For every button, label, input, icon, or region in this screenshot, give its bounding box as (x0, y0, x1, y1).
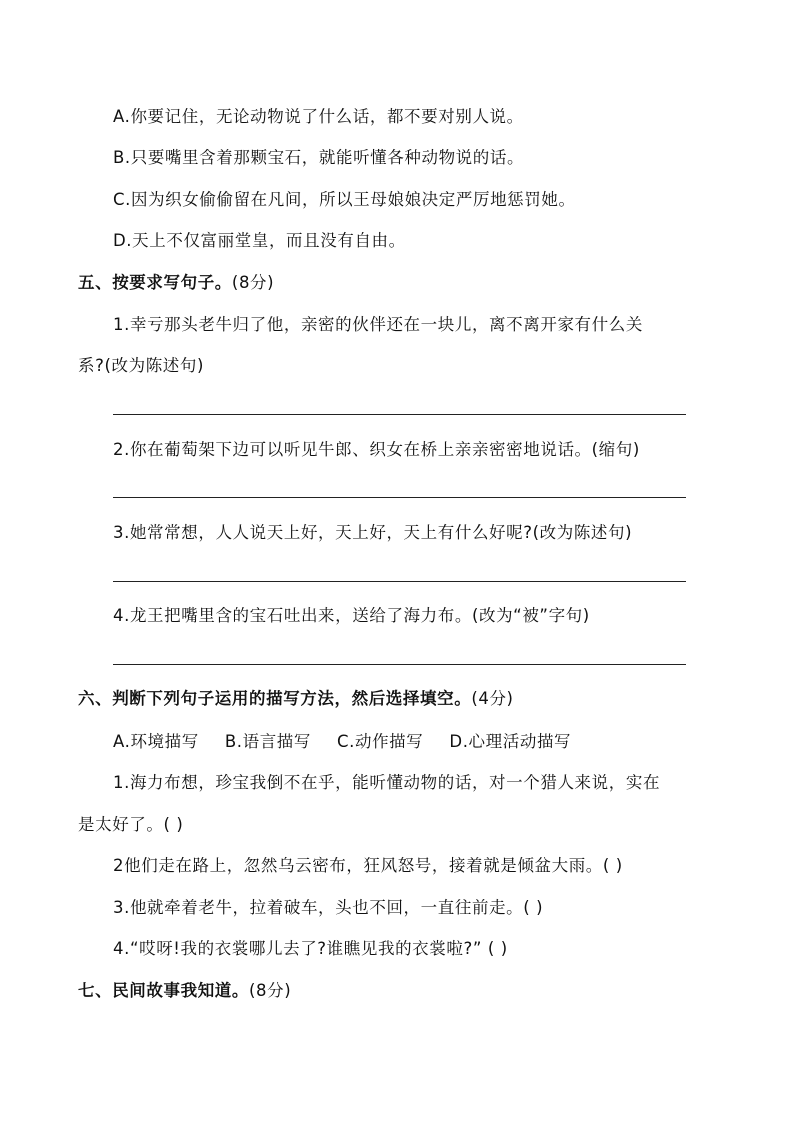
section-5-title: 五、按要求写句子。 (78, 273, 232, 292)
s6-item-1-line2: 是太好了。( ) (78, 815, 184, 834)
s6-choice-c: C.动作描写 (337, 732, 424, 751)
section-5-score: (8分) (231, 273, 275, 292)
s6-choice-a: A.环境描写 (113, 732, 199, 751)
section-7-title: 七、民间故事我知道。 (78, 981, 249, 1000)
section-5-heading (78, 271, 274, 295)
s6-choices (113, 730, 571, 754)
s6-item-3: 3.他就牵着老牛，拉着破车，头也不回，一直往前走。( ) (113, 898, 544, 917)
s5-item-4: 4.龙王把嘴里含的宝石吐出来，送给了海力布。(改为“被”字句) (113, 606, 590, 625)
s5-item-2: 2.你在葡萄架下边可以听见牛郎、织女在桥上亲亲密密地说话。(缩句) (113, 440, 640, 459)
s5-answer-line-4[interactable] (113, 664, 686, 665)
section-6-title: 六、判断下列句子运用的描写方法，然后选择填空。 (78, 689, 472, 708)
s6-choice-b: B.语言描写 (224, 732, 312, 751)
s5-item-3: 3.她常常想，人人说天上好，天上好，天上有什么好呢?(改为陈述句) (113, 523, 633, 542)
option-d: D.天上不仅富丽堂皇，而且没有自由。 (113, 231, 406, 250)
option-a: A.你要记住，无论动物说了什么话，都不要对别人说。 (113, 107, 524, 126)
s6-item-1-line1: 1.海力布想，珍宝我倒不在乎，能听懂动物的话，对一个猎人来说，实在 (113, 773, 661, 792)
s5-answer-line-1[interactable] (113, 414, 686, 415)
section-6-score: (4分) (471, 689, 514, 708)
option-b: B.只要嘴里含着那颗宝石，就能听懂各种动物说的话。 (113, 148, 525, 167)
s5-answer-line-2[interactable] (113, 497, 686, 498)
s5-answer-line-3[interactable] (113, 581, 686, 582)
option-c: C.因为织女偷偷留在凡间，所以王母娘娘决定严厉地惩罚她。 (113, 190, 576, 209)
s5-item-1-line1: 1.幸亏那头老牛归了他，亲密的伙伴还在一块儿，离不离开家有什么关 (113, 315, 643, 334)
s6-item-2: 2他们走在路上，忽然乌云密布，狂风怒号，接着就是倾盆大雨。( ) (113, 856, 623, 875)
section-7-heading (78, 979, 291, 1003)
section-7-score: (8分) (249, 981, 292, 1000)
s6-choice-d: D.心理活动描写 (449, 732, 572, 751)
section-6-heading (78, 687, 514, 711)
s5-item-1-line2: 系?(改为陈述句) (78, 356, 205, 375)
s6-item-4: 4.“哎呀!我的衣裳哪儿去了?谁瞧见我的衣裳啦?” ( ) (113, 939, 508, 958)
